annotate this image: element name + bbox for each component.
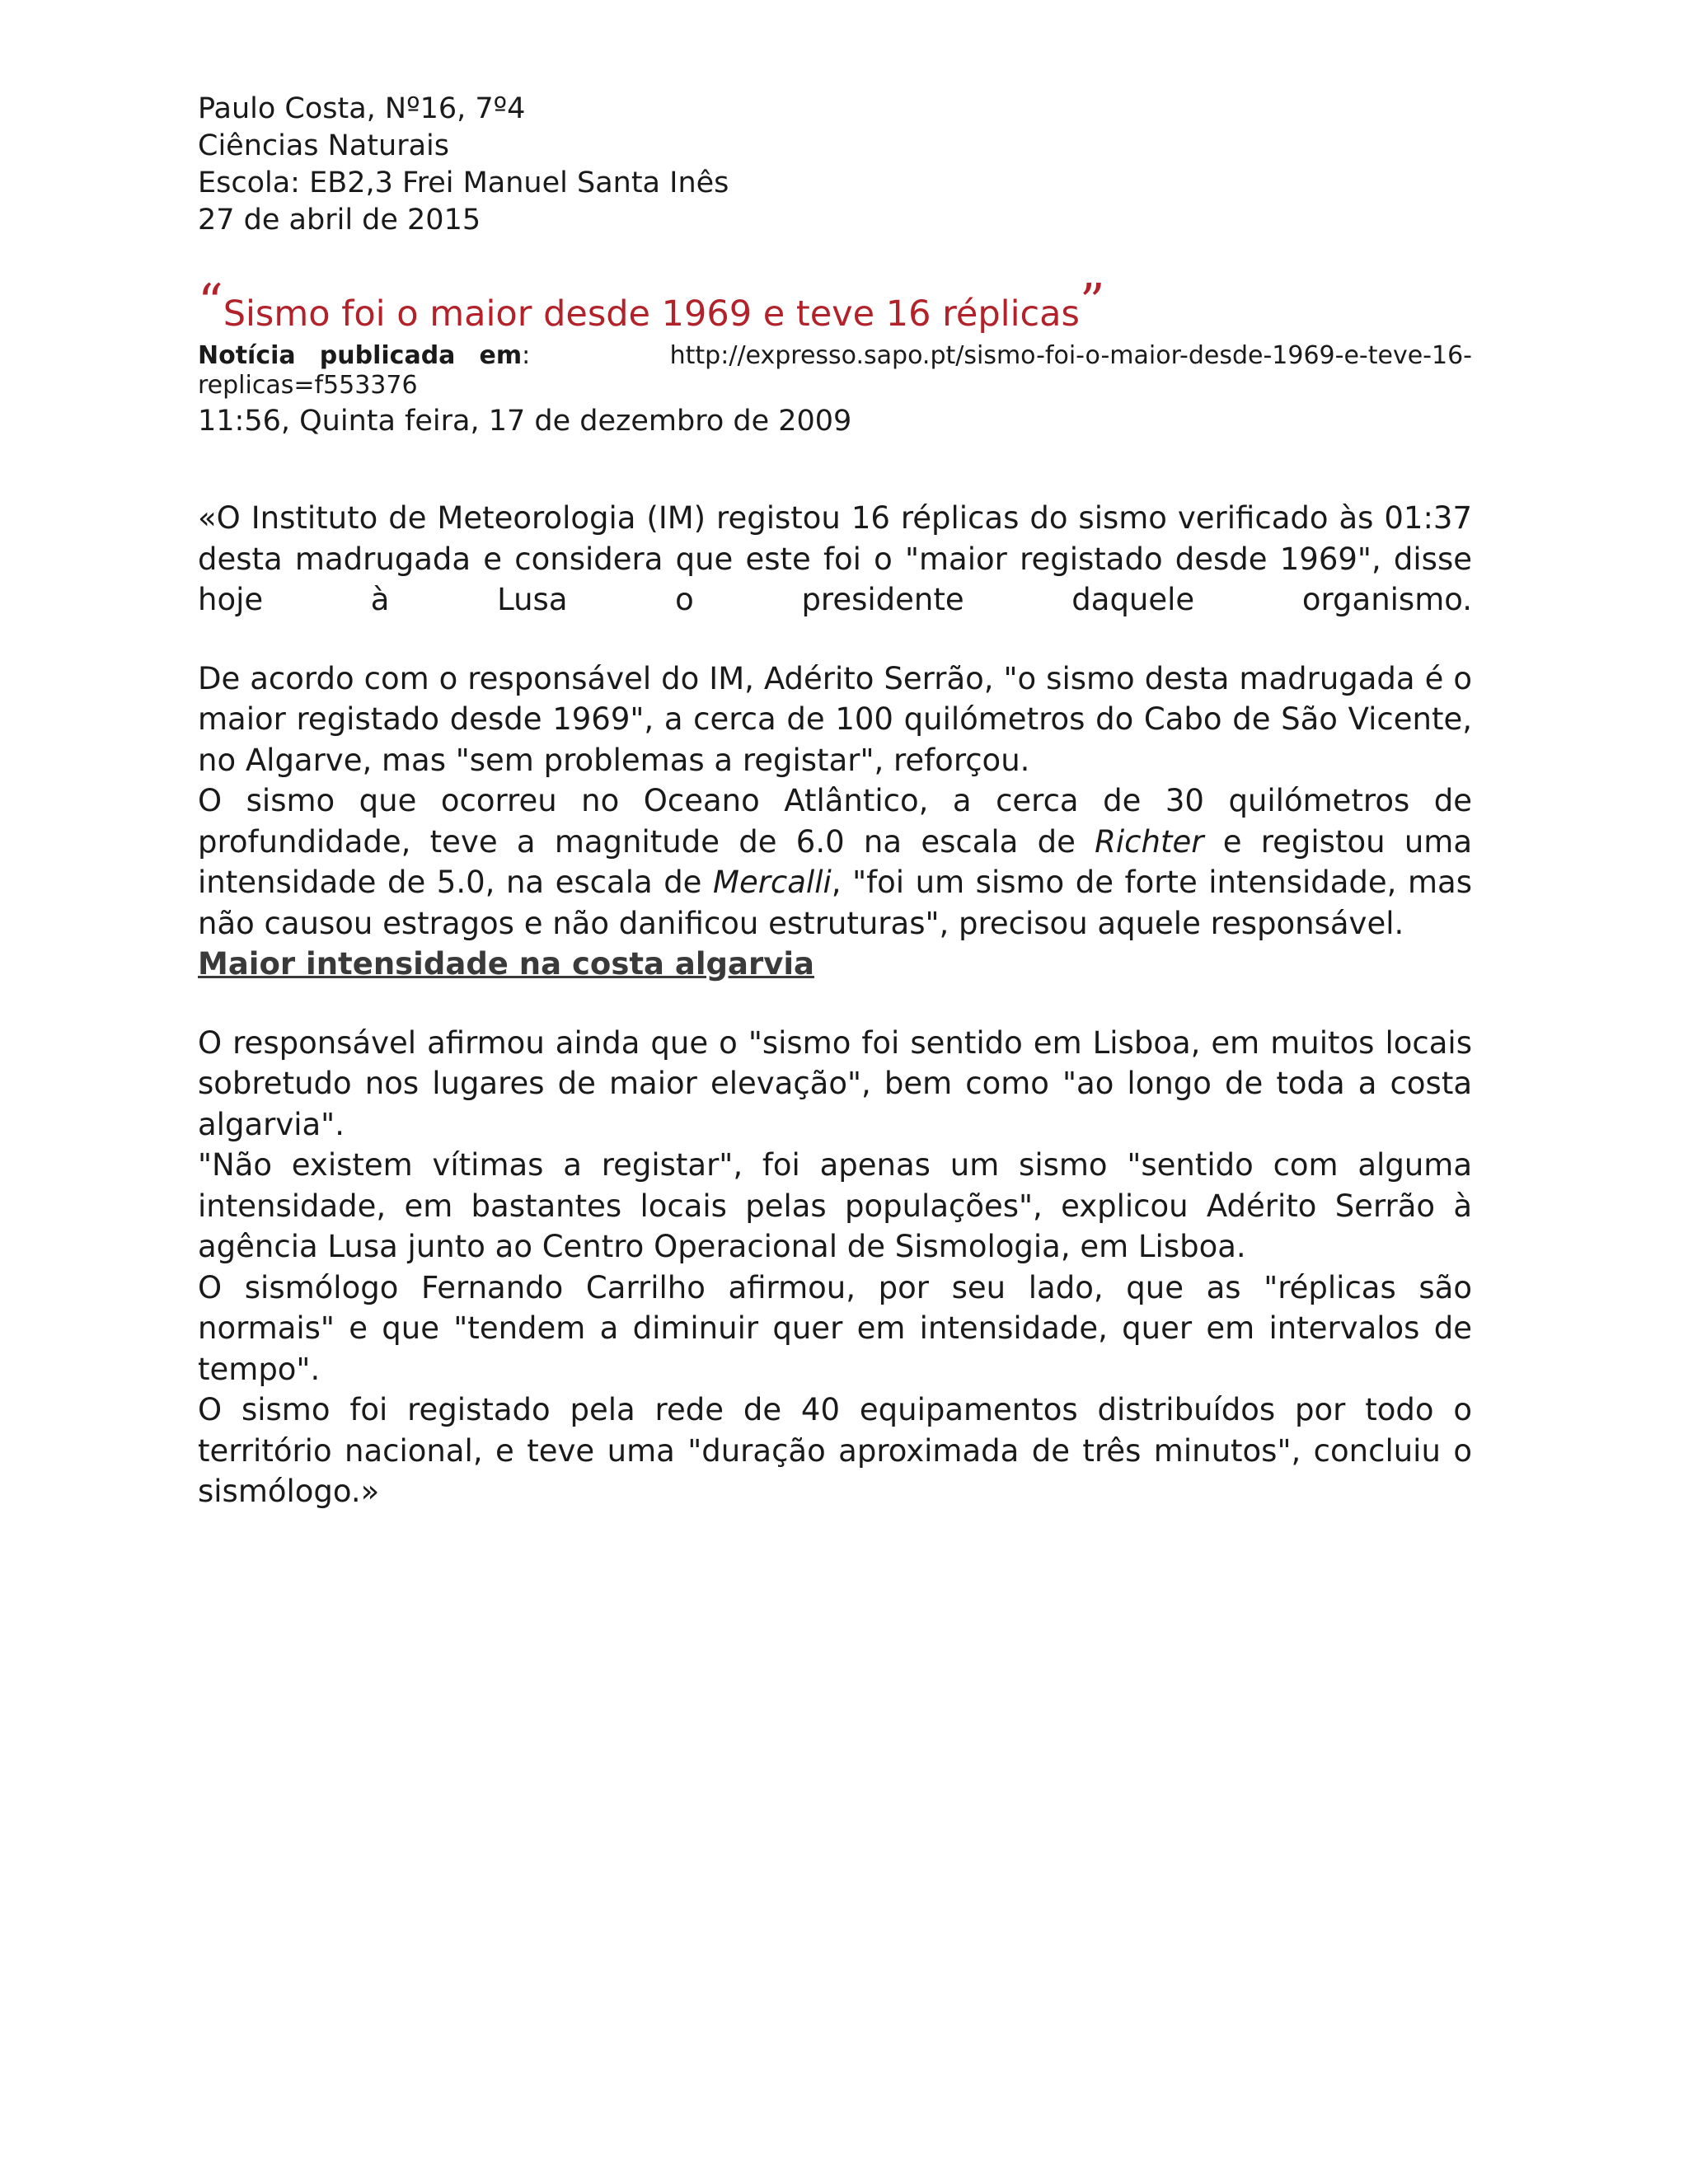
published-line — [198, 341, 1472, 401]
close-quote: ” — [1079, 274, 1105, 331]
richter-term: Richter — [1095, 823, 1204, 860]
paragraph-6: O sismólogo Fernando Carrilho afirmou, por seu lado, que as "réplicas são normais" e que "tendem a diminuir quer em intensidade, quer em intervalos de tempo". — [198, 1269, 1472, 1387]
paragraph-5: "Não existem vítimas a registar", foi apenas um sismo "sentido com alguma intensidade, em bastantes locais pelas populações", explicou Adérito Serrão à agência Lusa junto ao Centro Operacional de Sismologia, em Lisboa. — [198, 1147, 1472, 1264]
mercalli-term: Mercalli — [713, 865, 832, 900]
published-url: http://expresso.sapo.pt/sismo-foi-o-maior-desde-1969-e-teve-16-replicas=f553376 — [198, 341, 1472, 400]
article-title-text: Sismo foi o maior desde 1969 e teve 16 réplicas — [223, 293, 1080, 335]
paragraph-7: O sismo foi registado pela rede de 40 equipamentos distribuídos por todo o território nacional, e teve uma "duração aproximada de três minutos", concluiu o sismólogo.» — [198, 1392, 1472, 1509]
paragraph-3: O sismo que ocorreu no Oceano Atlântico, a cerca de 30 quilómetros de profundidade, teve a magnitude de 6.0 na escala de Richter e registou uma intensidade de 5.0, na escala de Mercalli, "foi um sismo de forte intensidade, mas não causou estragos e não danificou estruturas", precisou aquele responsável. — [198, 783, 1472, 941]
published-colon: : — [522, 341, 531, 370]
paragraph-1: «O Instituto de Meteorologia (IM) registou 16 réplicas do sismo verificado às 01:37 desta madrugada e considera que este foi o "maior registado desde 1969", disse hoje à Lusa o presidente daquele organismo. — [198, 500, 1472, 617]
subheading: Maior intensidade na costa algarvia — [198, 946, 815, 982]
article-body — [198, 498, 1472, 1512]
open-quote: “ — [198, 274, 223, 331]
author-line: Paulo Costa, Nº16, 7º4 — [198, 92, 526, 125]
published-time: 11:56, Quinta feira, 17 de dezembro de 2009 — [198, 405, 852, 438]
article-title — [198, 274, 1472, 340]
header-block — [198, 91, 1472, 239]
date-line: 27 de abril de 2015 — [198, 204, 481, 237]
document-page — [198, 91, 1472, 1512]
paragraph-2: De acordo com o responsável do IM, Adérito Serrão, "o sismo desta madrugada é o maior registado desde 1969", a cerca de 100 quilómetros do Cabo de São Vicente, no Algarve, mas "sem problemas a registar", reforçou. — [198, 660, 1472, 778]
subject-line: Ciências Naturais — [198, 129, 449, 162]
school-line: Escola: EB2,3 Frei Manuel Santa Inês — [198, 166, 729, 199]
article-title-block — [198, 274, 1472, 442]
published-label: Notícia publicada em — [198, 341, 523, 370]
paragraph-4: O responsável afirmou ainda que o "sismo foi sentido em Lisboa, em muitos locais sobretudo nos lugares de maior elevação", bem como "ao longo de toda a costa algarvia". — [198, 1024, 1472, 1142]
